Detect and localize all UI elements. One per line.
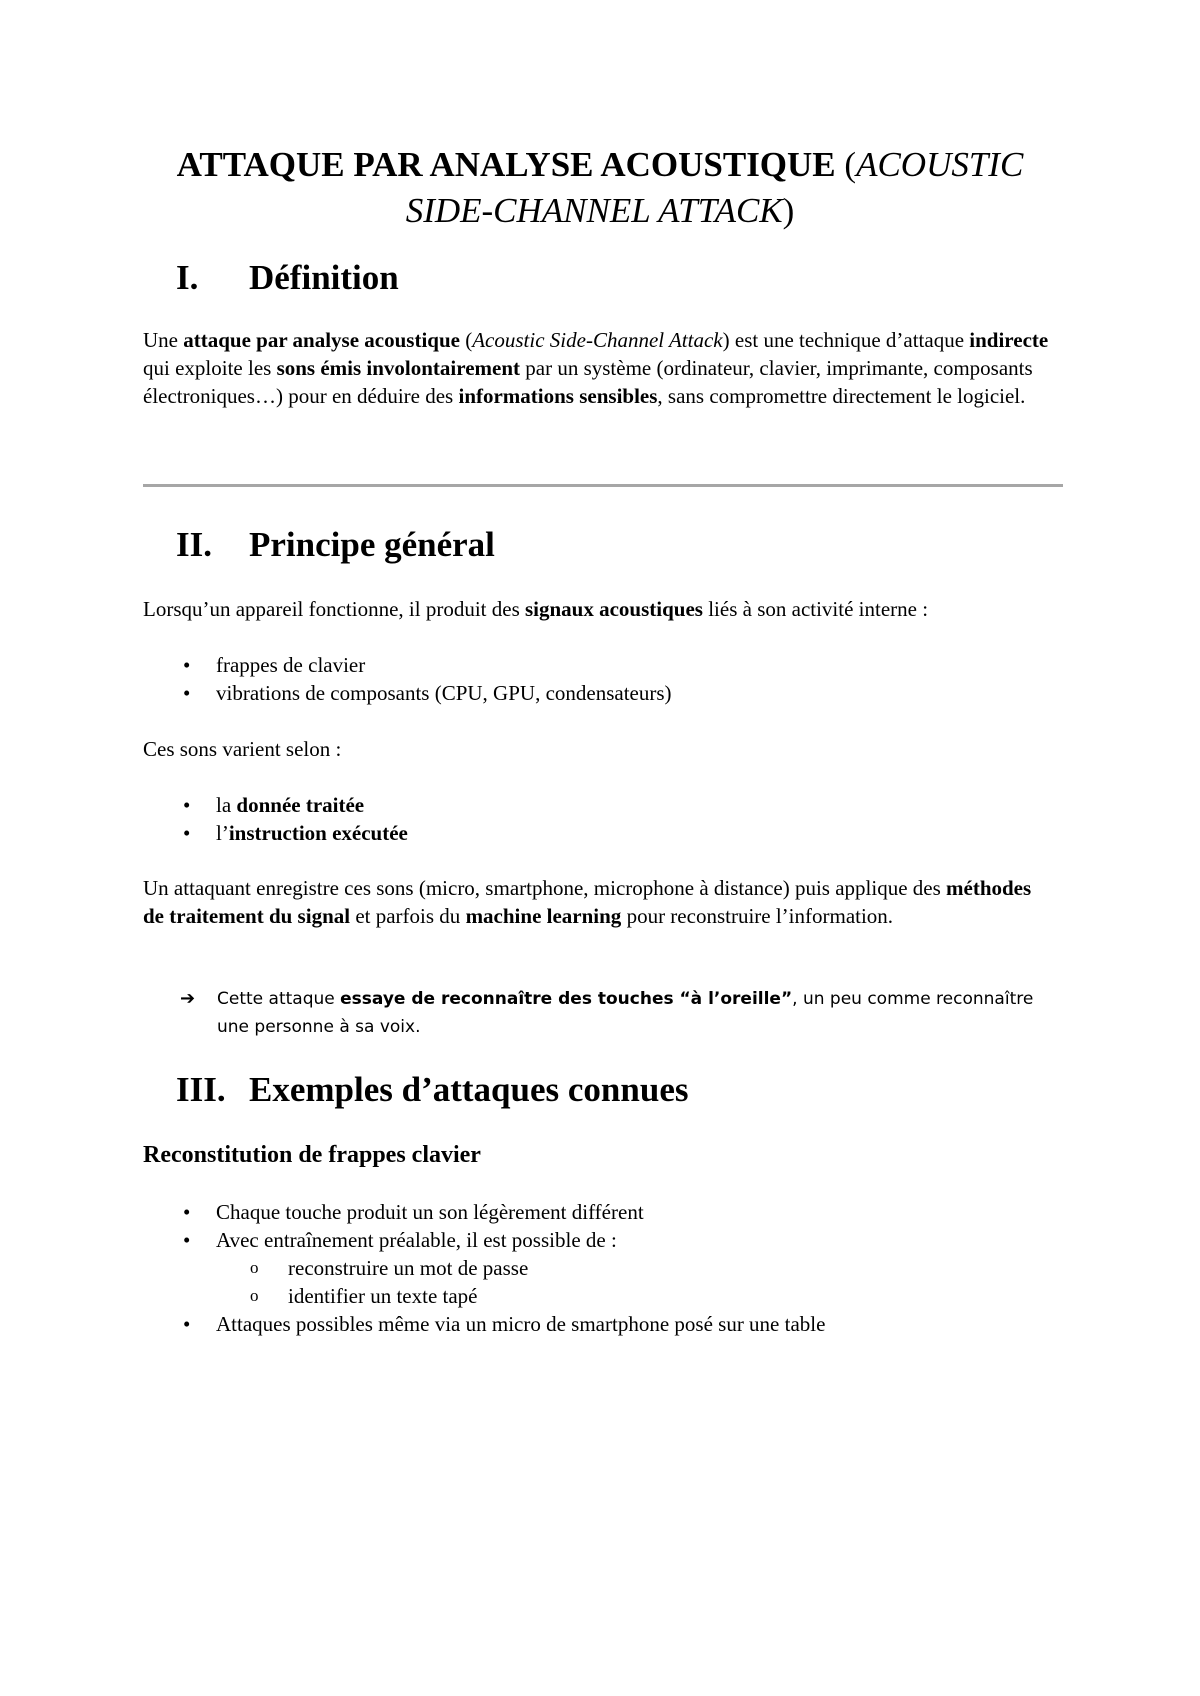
bullet-icon: • [183, 821, 191, 845]
right-arrow-icon: ➔ [180, 988, 196, 1009]
principle-intro [143, 595, 1073, 623]
section-2-number: II. [176, 525, 212, 564]
list-item [0, 1198, 1200, 1226]
sub-list-item [0, 1254, 1200, 1282]
bold-span: indirecte [969, 328, 1049, 352]
section-3-number: III. [176, 1070, 226, 1109]
list-item [0, 679, 1200, 707]
text-span: l’ [216, 821, 229, 845]
variation-intro: Ces sons varient selon : [143, 737, 342, 761]
title-bold: ATTAQUE PAR ANALYSE ACOUSTIQUE [176, 145, 836, 184]
list-item-text: Chaque touche produit un son légèrement différent [216, 1200, 644, 1224]
title-italic-line2: SIDE-CHANNEL ATTACK [405, 191, 783, 230]
subsection-heading: Reconstitution de frappes clavier [143, 1142, 481, 1168]
text-span: , sans compromettre directement le logiciel. [657, 384, 1026, 408]
list-item [0, 1226, 1200, 1254]
text-span: la [216, 793, 237, 817]
circle-bullet-icon: o [250, 1286, 259, 1305]
text-span: Un attaquant enregistre ces sons (micro, smartphone, microphone à distance) puis applique des [143, 876, 947, 900]
list-item [0, 791, 1200, 819]
bullet-icon: • [183, 681, 191, 705]
callout-note [180, 985, 1080, 1041]
sub-list-item [0, 1282, 1200, 1310]
bullet-icon: • [183, 1200, 191, 1224]
bold-span: machine learning [465, 904, 622, 928]
text-span: et parfois du [350, 904, 466, 928]
bold-span: instruction exécutée [228, 821, 408, 845]
list-item-text: Avec entraînement préalable, il est possible de : [216, 1228, 617, 1252]
text-span: par un système (ordinateur, clavier, imprimante, composants électroniques…) pour en déduire des [143, 356, 1033, 408]
bold-span: sons émis involontairement [276, 356, 521, 380]
text-span: Lorsqu’un appareil fonctionne, il produit des [143, 597, 525, 621]
list-item [0, 651, 1200, 679]
text-span: ) est une technique d’attaque [722, 328, 970, 352]
section-2-heading [176, 523, 776, 567]
bullet-icon: • [183, 793, 191, 817]
list-item-text: vibrations de composants (CPU, GPU, condensateurs) [216, 681, 672, 705]
document-title [110, 142, 1090, 234]
bold-span: signaux acoustiques [525, 597, 703, 621]
callout-line-1 [217, 985, 1033, 1013]
text-span: ( [459, 328, 473, 352]
title-open-paren: ( [835, 145, 857, 184]
italic-span: Acoustic Side-Channel Attack [472, 328, 723, 352]
attacker-paragraph [143, 874, 1043, 930]
text-span: qui exploite les [143, 356, 277, 380]
list-item [0, 1310, 1200, 1338]
section-1-heading [176, 256, 776, 300]
bold-span: méthodes de traitement du signal [143, 876, 1032, 928]
definition-paragraph [143, 326, 1073, 410]
bold-span: essaye de reconnaître des touches “à l’oreille” [340, 989, 793, 1009]
text-span: liés à son activité interne : [702, 597, 929, 621]
text-span: Cette attaque [217, 989, 341, 1009]
list-item-text: identifier un texte tapé [288, 1284, 478, 1308]
text-span: pour reconstruire l’information. [621, 904, 894, 928]
section-1-number: I. [176, 258, 199, 297]
title-close-paren: ) [782, 191, 795, 230]
title-italic-line1: ACOUSTIC [856, 145, 1024, 184]
circle-bullet-icon: o [250, 1258, 259, 1277]
bold-span: informations sensibles [458, 384, 658, 408]
list-item-text: reconstruire un mot de passe [288, 1256, 529, 1280]
section-3-title: Exemples d’attaques connues [249, 1070, 689, 1109]
section-3-heading [176, 1068, 876, 1112]
bullet-icon: • [183, 653, 191, 677]
bullet-icon: • [183, 1228, 191, 1252]
section-2-title: Principe général [249, 525, 495, 564]
bullet-icon: • [183, 1312, 191, 1336]
list-item-text: Attaques possibles même via un micro de smartphone posé sur une table [216, 1312, 826, 1336]
text-span: , un peu comme reconnaître [792, 989, 1034, 1009]
bold-span: donnée traitée [236, 793, 365, 817]
list-item-text [216, 819, 408, 847]
list-item-text [216, 791, 364, 819]
bold-span: attaque par analyse acoustique [183, 328, 460, 352]
list-item-text: frappes de clavier [216, 653, 366, 677]
list-item [0, 819, 1200, 847]
section-1-title: Définition [249, 258, 399, 297]
text-span: Une [143, 328, 184, 352]
callout-line-2: une personne à sa voix. [217, 1017, 421, 1037]
horizontal-divider [143, 484, 1063, 487]
